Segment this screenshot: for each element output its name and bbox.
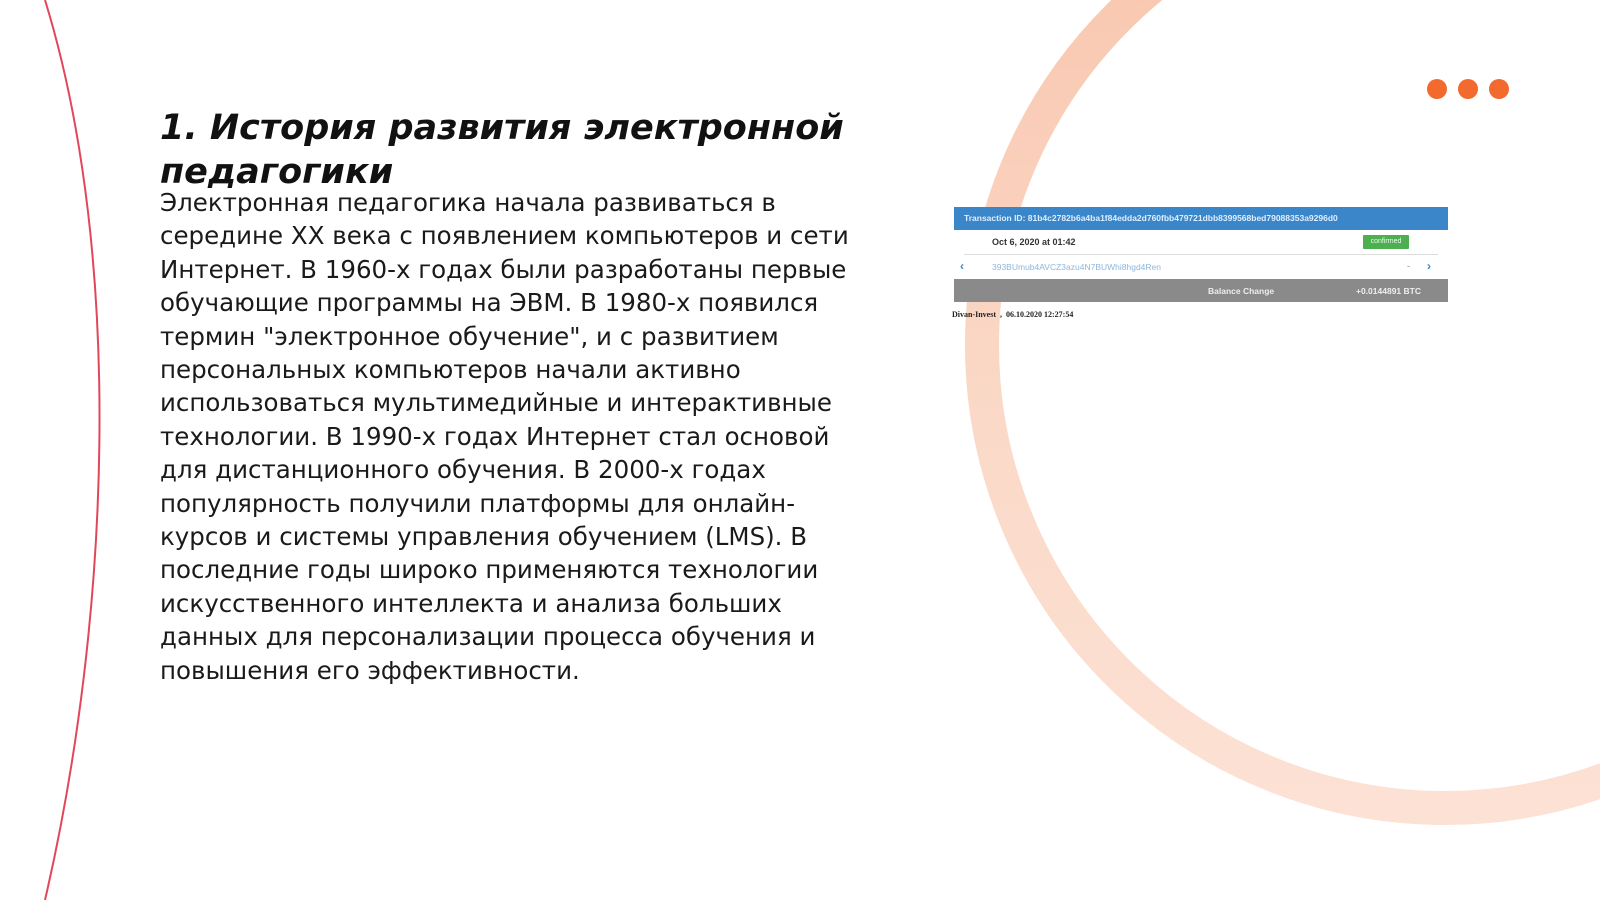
dot-indicator-1 xyxy=(1427,79,1447,99)
caption-timestamp: 06.10.2020 12:27:54 xyxy=(1006,310,1074,319)
balance-change-label: Balance Change xyxy=(1208,286,1275,296)
transaction-footer xyxy=(954,279,1448,302)
slide-title: 1. История развития электронной педагогики xyxy=(160,108,844,192)
transaction-address-row xyxy=(954,255,1448,279)
caption-source: Divan-Invest xyxy=(952,310,997,319)
transaction-header: Transaction ID: 81b4c2782b6a4ba1f84edda2d760fbb479721dbb8399568bed79088353a9296d0 xyxy=(954,207,1448,230)
transaction-address: 393BUmub4AVCZ3azu4N7BUWhi8hgd4Ren xyxy=(992,262,1161,272)
transaction-date: Oct 6, 2020 at 01:42 xyxy=(992,237,1076,247)
transaction-date-row xyxy=(954,230,1448,254)
chevron-right-icon: › xyxy=(1427,259,1431,273)
orange-arc-ring xyxy=(982,0,1600,808)
chevron-left-icon: ‹ xyxy=(960,259,964,273)
dot-indicator-3 xyxy=(1489,79,1509,99)
slide-body-text: Электронная педагогика начала развиваться в середине XX века с появлением компьютеров и сети Интернет. В 1960-х годах были разработаны первые обучающие программы на ЭВМ. В 1980-х появился термин "электронное обучение", и с развитием персональных компьютеров начали активно использоваться мультимедийные и интерактивные технологии. В 1990-х годах Интернет стал основой для дистанционного обучения. В 2000-х годах популярность получили платформы для онлайн-курсов и системы управления обучением (LMS). В последние годы широко применяются технологии искусственного интеллекта и анализа больших данных для персонализации процесса обучения и повышения его эффективности. xyxy=(160,188,849,685)
balance-change-value: +0.0144891 BTC xyxy=(1356,286,1421,296)
dash-separator: - xyxy=(1407,261,1410,271)
transaction-screenshot xyxy=(954,207,1448,302)
side-curve-line xyxy=(45,0,100,900)
dot-indicator-2 xyxy=(1458,79,1478,99)
dot-indicators xyxy=(1427,79,1509,99)
status-badge: confirmed xyxy=(1363,235,1409,249)
caption-separator: , xyxy=(1000,310,1003,319)
screenshot-caption xyxy=(952,310,1073,319)
